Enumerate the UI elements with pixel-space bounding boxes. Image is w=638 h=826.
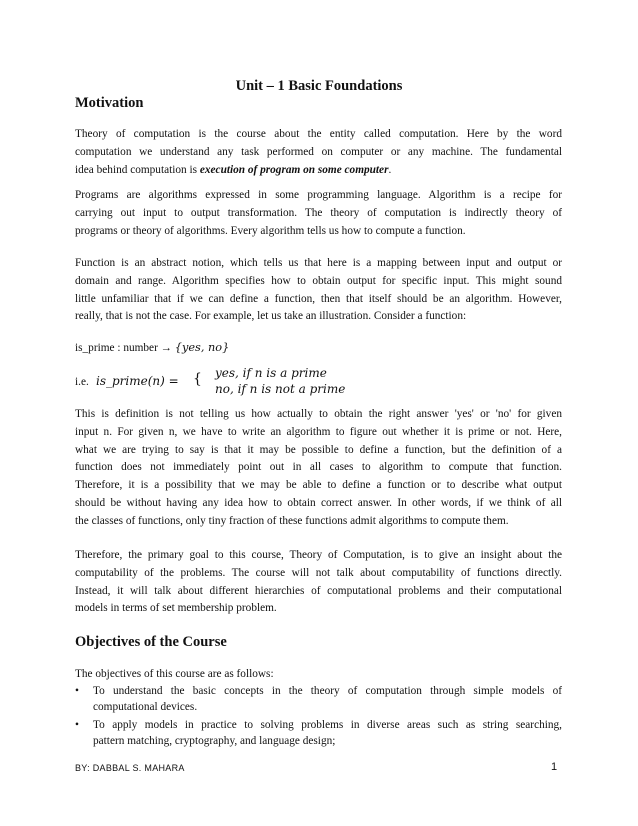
list-item-line: To understand the basic concepts in the theory of computation through simple models of [93, 685, 562, 697]
paragraph-line: computability of the problems. The course will not talk about computability of functions directly. [75, 566, 562, 579]
paragraph-line: This is definition is not telling us how actually to obtain the right answer 'yes' or 'no' for given [75, 408, 562, 420]
paragraph-line: should be without having any idea how to obtain correct answer. In other words, if we think of all [75, 496, 562, 509]
motivation-heading: Motivation [75, 95, 144, 111]
paragraph-programs [75, 187, 562, 240]
function-codomain: {yes, no} [174, 341, 230, 354]
list-item-text [93, 684, 562, 715]
list-item [75, 684, 562, 716]
footer-author: BY: DABBAL S. MAHARA [75, 763, 185, 773]
paragraph-line: carrying out input to output transformation. The theory of computation is indirectly theory of [75, 206, 562, 219]
equation-lhs: is_prime(n) = [96, 374, 179, 388]
paragraph-line: computation we understand any task performed on computer or any machine. The fundamental [75, 145, 562, 158]
paragraph-line: Function is an abstract notion, which tells us that here is a mapping between input and output or [75, 257, 562, 269]
paragraph-function [75, 255, 562, 326]
paragraph-line: Instead, it will talk about different hierarchies of computational problems and their computational [75, 584, 562, 597]
equation-case-prime: yes, if n is a prime [215, 366, 327, 380]
paragraph-line: Programs are algorithms expressed in some programming language. Algorithm is a recipe for [75, 189, 562, 201]
paragraph-line: input n. For given n, we have to write an algorithm to figure out whether it is prime or not. Here, [75, 425, 562, 438]
paragraph-goal [75, 547, 562, 618]
objectives-heading: Objectives of the Course [75, 634, 227, 650]
ie-label: i.e. [75, 376, 89, 388]
paragraph-line: function does not immediately point out in all cases to algorithm to compute that function. [75, 461, 562, 474]
equation-brace: { [193, 371, 202, 387]
text-run: idea behind computation is [75, 163, 200, 176]
paragraph-line: what we are trying to say is that it may be possible to define a function, but the definition of a [75, 443, 562, 456]
paragraph-line: Therefore, it is a possibility that we may be able to define a function or to describe what output [75, 479, 562, 492]
paragraph-line: programs or theory of algorithms. Every algorithm tells us how to compute a function. [75, 224, 466, 237]
list-item [75, 718, 562, 750]
objectives-intro: The objectives of this course are as follows: [75, 668, 274, 680]
function-definition [75, 341, 229, 354]
page-title: Unit – 1 Basic Foundations [235, 78, 403, 94]
text-run: . [388, 163, 392, 176]
paragraph-line: Theory of computation is the course about the entity called computation. Here by the word [75, 128, 562, 140]
equation-case-not-prime: no, if n is not a prime [215, 381, 346, 396]
paragraph-intro [75, 126, 562, 179]
list-item-line: computational devices. [93, 700, 198, 713]
function-signature: is_prime : number → [75, 342, 175, 354]
paragraph-line: really, that is not the case. For example, let us take an illustration. Consider a function: [75, 310, 467, 323]
bullet-icon: • [75, 719, 79, 731]
list-item-text [93, 718, 562, 749]
list-item-line: To apply models in practice to solving problems in diverse areas such as string searching, [93, 719, 562, 731]
paragraph-line: the classes of functions, only tiny fraction of these functions admit algorithms to compute them. [75, 514, 509, 527]
bullet-icon: • [75, 685, 79, 697]
footer-page-number: 1 [551, 761, 558, 773]
paragraph-definition [75, 406, 562, 531]
paragraph-line: domain and range. Algorithm specifies how to obtain output for specific input. This might sound [75, 274, 562, 287]
paragraph-line [75, 162, 562, 180]
paragraph-line: little unfamiliar that if we can define a function, then that itself should be an algorithm. However, [75, 292, 562, 305]
list-item-line: pattern matching, cryptography, and language design; [93, 734, 336, 747]
paragraph-line: models in terms of set membership problem. [75, 602, 277, 615]
equation-cases [215, 366, 345, 397]
emphasis-text: execution of program on some computer [199, 163, 389, 176]
paragraph-line: Therefore, the primary goal to this course, Theory of Computation, is to give an insight about the [75, 549, 562, 561]
